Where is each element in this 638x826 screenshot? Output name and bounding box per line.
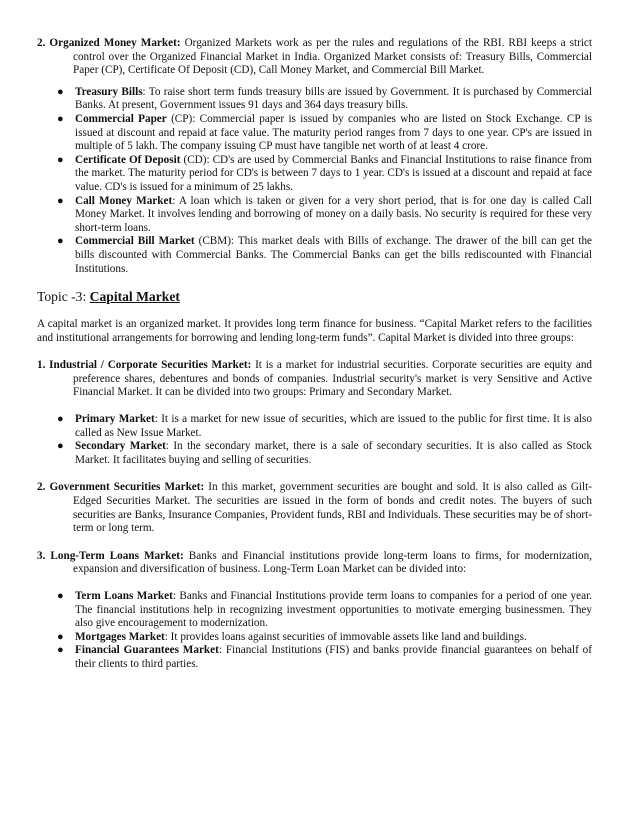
list-item-text: : To raise short term funds treasury bills are issued by Government. It is purchased by Commercial Banks. At present, Government issues 91 days and 364 days treasury bills. [75, 85, 592, 112]
bullet-icon: ● [57, 85, 64, 98]
section-text: It is a market for industrial securities. Corporate securities are equity and preference shares, debentures and bonds of companies. Industrial security's market is very Sensitive and Active Financial Market. It can be divided into two groups: Primary and Secondary Market. [73, 359, 593, 399]
list-item-text: (CP): Commercial paper is issued by companies who are listed on Stock Exchange. CP is issued at discount and repaid at face value. The maturity period ranges from 7 days to one year. CP's are issued in multiple of 5 lakh. The company issuing CP must have tangible net worth of at least 4 crore. [75, 112, 592, 153]
long-term-loans-paragraph [37, 550, 592, 577]
list-item [37, 413, 592, 440]
corporate-securities-paragraph [37, 359, 592, 400]
list-item [37, 154, 592, 195]
list-item [37, 440, 592, 467]
securities-market-list [37, 413, 592, 467]
bullet-icon: ● [57, 112, 64, 125]
bullet-icon: ● [57, 235, 64, 248]
government-securities-paragraph [37, 481, 592, 535]
list-item [37, 590, 592, 631]
bullet-icon: ● [57, 630, 64, 643]
list-item [37, 644, 592, 671]
list-item-term: Certificate Of Deposit [75, 153, 181, 166]
bullet-icon: ● [57, 590, 64, 602]
list-item-text: : Banks and Financial Institutions provide term loans to companies for a period of one year. The financial institutions help in recognizing investment opportunities to motivate emerging businessmen. They also give encouragement to modernization. [75, 590, 592, 630]
bullet-icon: ● [57, 440, 64, 453]
list-item [37, 235, 592, 276]
list-item-term: Commercial Bill Market [75, 235, 195, 248]
loans-market-list [37, 590, 592, 672]
list-item-text: : A loan which is taken or given for a very short period, that is for one day is called Call Money Market. It involves lending and borrowing of money on a daily basis. No security is required for these very short-term loans. [75, 194, 593, 234]
list-item-term: Mortgages Market [75, 630, 165, 643]
section-text: Organized Markets work as per the rules and regulations of the RBI. RBI keeps a strict control over the Organized Financial Market in India. Organized Market consists of: Treasury Bills, Commercial Paper (CP), Certificate Of Deposit (CD), Call Money Market, and Commercial Bill Market. [73, 37, 593, 77]
section-heading: 2. Government Securities Market: [37, 481, 205, 494]
list-item [37, 631, 592, 645]
bullet-icon: ● [57, 644, 64, 657]
bullet-icon: ● [57, 153, 64, 166]
topic-prefix: Topic -3: [37, 289, 90, 305]
section-heading: 1. Industrial / Corporate Securities Market: [37, 359, 252, 372]
bullet-icon: ● [57, 413, 64, 426]
list-item-term: Call Money Market [75, 194, 173, 207]
capital-market-intro: A capital market is an organized market. It provides long term finance for business. “Capital Market refers to the facilities and institutional arrangements for borrowing and lending long-term funds”. Capital Market is divided into three groups: [37, 318, 592, 344]
list-item-term: Primary Market [75, 413, 155, 426]
list-item-term: Financial Guarantees Market [75, 644, 219, 657]
list-item-term: Term Loans Market [75, 590, 173, 602]
list-item [37, 86, 592, 113]
list-item-text: : It provides loans against securities of immovable assets like land and buildings. [164, 630, 527, 643]
section-text: In this market, government securities are bought and sold. It is also called as Gilt-Edged Securities Market. The securities are issued in the form of bonds and credit notes. The buyers of such securities are Banks, Insurance Companies, Provident funds, RBI and Individuals. These securities may be of short-term or long term. [73, 481, 592, 535]
topic-title: Capital Market [89, 289, 180, 305]
bullet-icon: ● [57, 194, 64, 207]
list-item [37, 113, 592, 154]
section-heading: 2. Organized Money Market: [37, 37, 181, 49]
list-item-text: (CD): CD's are used by Commercial Banks and Financial Institutions to raise finance from the market. The maturity period for CD's is between 7 days to 1 year. CD's is issued at a discount and repaid at face value. CD's is issued for a minimum of 25 lakhs. [75, 153, 593, 193]
list-item-text: (CBM): This market deals with Bills of exchange. The drawer of the bill can get the bills discounted with Commercial Banks. The Commercial Banks can get the bills rediscounted with Financial Institutions. [75, 235, 593, 275]
money-market-list [37, 86, 592, 276]
list-item-text: : Financial Institutions (FIS) and banks provide financial guarantees on behalf of their clients to third parties. [75, 644, 592, 670]
list-item [37, 195, 592, 236]
topic-heading [37, 289, 592, 305]
list-item-text: : It is a market for new issue of securities, which are issued to the public for first time. It is also called as New Issue Market. [75, 413, 592, 439]
section-heading: 3. Long-Term Loans Market: [37, 549, 184, 562]
list-item-term: Commercial Paper [75, 112, 167, 125]
list-item-term: Secondary Market [75, 440, 166, 453]
section-text: Banks and Financial institutions provide long-term loans to firms, for modernization, expansion and diversification of business. Long-Term Loan Market can be divided into: [73, 549, 593, 576]
list-item-text: : In the secondary market, there is a sale of secondary securities. It is also called as Stock Market. It facilitates buying and selling of securities. [75, 440, 592, 466]
organized-money-market-paragraph [37, 37, 592, 78]
list-item-term: Treasury Bills [75, 85, 143, 98]
